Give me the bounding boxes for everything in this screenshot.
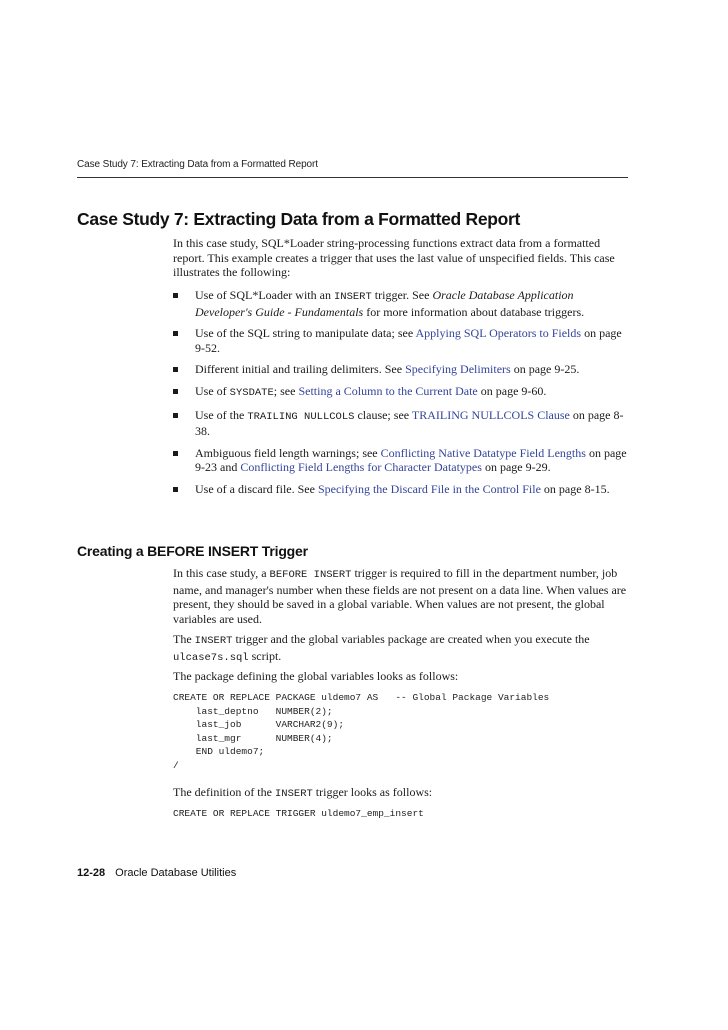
bullet-text: Use of SQL*Loader with an: [195, 288, 334, 302]
code-block-trigger: CREATE OR REPLACE TRIGGER uldemo7_emp_insert: [173, 808, 424, 819]
bullet-text: Ambiguous field length warnings; see: [195, 445, 381, 460]
section-paragraph: [173, 785, 633, 802]
list-item: [173, 384, 633, 401]
inline-code: ulcase7s.sql: [173, 651, 249, 664]
bullet-text: clause; see: [354, 407, 412, 422]
inline-code: INSERT: [333, 291, 372, 303]
bullet-text: Use of the: [195, 407, 248, 422]
link-applying-sql-operators[interactable]: Applying SQL Operators to Fields: [415, 326, 582, 341]
page-footer: [77, 867, 236, 879]
section-paragraph: [173, 566, 633, 626]
book-title: Oracle Database Utilities: [115, 867, 237, 879]
text: trigger looks as follows:: [312, 785, 433, 799]
bullet-text: Use of a discard file. See: [195, 481, 318, 496]
link-specifying-discard-file[interactable]: Specifying the Discard File in the Control File: [317, 481, 541, 496]
inline-code: INSERT: [274, 788, 313, 800]
page-title: Case Study 7: Extracting Data from a Formatted Report: [77, 209, 521, 229]
paragraph-text: [173, 566, 633, 626]
inline-code: TRAILING NULLCOLS: [247, 410, 355, 423]
link-conflicting-native-datatype[interactable]: Conflicting Native Datatype Field Lengths: [380, 445, 586, 460]
paragraph-text: The package defining the global variables looks as follows:: [173, 669, 459, 683]
bullet-text: on page 8-15.: [540, 481, 610, 496]
bullet-text: ; see: [273, 383, 299, 398]
bullet-text: on page 9-23 and: [195, 445, 627, 475]
inline-code: INSERT: [194, 635, 233, 647]
link-setting-column-current-date[interactable]: Setting a Column to the Current Date: [298, 383, 478, 398]
bullet-text: Use of the SQL string to manipulate data; see: [195, 326, 416, 341]
bullet-icon: [173, 293, 178, 298]
link-conflicting-field-lengths[interactable]: Conflicting Field Lengths for Character Datatypes: [240, 460, 482, 475]
list-item: [173, 288, 633, 319]
inline-code: BEFORE INSERT: [269, 569, 352, 581]
bullet-icon: [173, 389, 178, 394]
bullet-icon: [173, 451, 178, 456]
intro-text: In this case study, SQL*Loader string-processing functions extract data from a formatted report. This example creates a trigger that uses the last value of unspecified fields. This case illustrates the following:: [173, 236, 615, 280]
text: trigger and the global variables package are created when you execute the: [232, 632, 590, 646]
bullet-text: Use of: [195, 383, 230, 398]
bullet-icon: [173, 331, 178, 336]
bullet-text: on page 9-29.: [481, 460, 551, 475]
bullet-text: on page 8-38.: [195, 407, 624, 439]
bullet-icon: [173, 487, 178, 492]
bullet-text: on page 9-52.: [195, 326, 622, 355]
page-number: 12-28: [77, 867, 106, 879]
text: script.: [248, 648, 282, 663]
section-paragraph: [173, 669, 633, 684]
paragraph-text: [173, 632, 633, 665]
running-header: Case Study 7: Extracting Data from a Formatted Report: [77, 159, 318, 170]
bullet-text: for more information about database triggers.: [363, 304, 585, 319]
list-item: [173, 326, 633, 355]
text: The definition of the: [173, 785, 275, 799]
bullet-icon: [173, 413, 178, 418]
section-paragraph: [173, 632, 633, 665]
code-block-package: CREATE OR REPLACE PACKAGE uldemo7 AS -- Global Package Variables last_deptno NUMBER(2); last_job VARCHAR2(9); last_mgr NUMBER(4); END uldemo7; /: [173, 692, 550, 771]
list-item: [173, 362, 633, 377]
header-rule: [77, 177, 628, 178]
book-title: Oracle Database Application Developer's Guide - Fundamentals: [195, 288, 574, 319]
text: The: [173, 632, 195, 646]
intro-paragraph: [173, 236, 633, 280]
text: In this case study, a: [173, 566, 270, 580]
section-heading: Creating a BEFORE INSERT Trigger: [77, 543, 308, 559]
list-item: [173, 482, 633, 497]
bullet-text: on page 9-25.: [510, 362, 580, 377]
list-item: [173, 446, 633, 475]
list-item: [173, 408, 633, 439]
bullet-icon: [173, 367, 178, 372]
bullet-text: on page 9-60.: [477, 383, 547, 398]
inline-code: SYSDATE: [229, 386, 274, 399]
text: trigger is required to fill in the department number, job name, and manager's number when these fields are not present on a data line. When values are present, they should be saved in a global variable. When values are not present, the global variables are used.: [173, 566, 627, 626]
link-trailing-nullcols[interactable]: TRAILING NULLCOLS Clause: [411, 407, 570, 422]
paragraph-text: [173, 785, 633, 802]
link-specifying-delimiters[interactable]: Specifying Delimiters: [405, 362, 511, 377]
feature-list: [173, 288, 633, 497]
bullet-text: trigger. See: [371, 288, 433, 302]
bullet-text: Different initial and trailing delimiters. See: [195, 362, 406, 377]
